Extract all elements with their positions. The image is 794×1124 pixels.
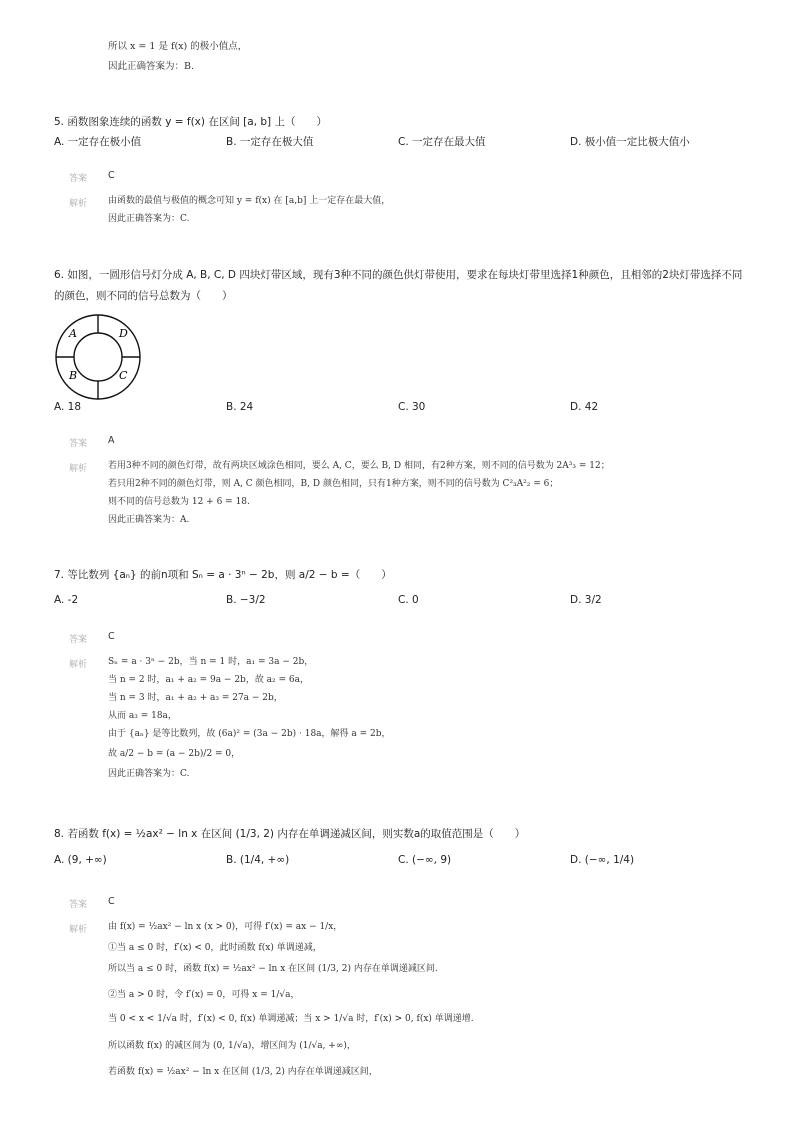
region-label-c: C bbox=[119, 369, 128, 382]
q8-analysis-line-5: 当 0 < x < 1/√a 时，f′(x) < 0, f(x) 单调递减；当 x > 1/√a 时，f′(x) > 0, f(x) 单调递增. bbox=[108, 1014, 474, 1024]
region-label-b: B bbox=[69, 369, 78, 382]
q5-option-d: D. 极小值一定比极大值小 bbox=[570, 136, 690, 148]
q6-option-b: B. 24 bbox=[226, 401, 254, 413]
q7-answer: C bbox=[108, 631, 115, 642]
q5-option-c: C. 一定存在最大值 bbox=[398, 136, 486, 148]
carryover-line-2: 因此正确答案为：B. bbox=[108, 61, 195, 72]
q6-analysis-line-3: 则不同的信号总数为 12 + 6 = 18. bbox=[108, 497, 250, 507]
carryover-line-1: 所以 x = 1 是 f(x) 的极小值点， bbox=[108, 41, 248, 52]
question-6-stem-line-1: 6. 如图，一圆形信号灯分成 A, B, C, D 四块灯带区域，现有3种不同的颜色供灯带使用，要求在每块灯带里选择1种颜色，且相邻的2块灯带选择不同 bbox=[54, 269, 743, 281]
q7-option-b: B. −3/2 bbox=[226, 594, 266, 606]
signal-light-figure bbox=[53, 312, 143, 402]
q8-option-a: A. (9, +∞) bbox=[54, 854, 107, 866]
q6-option-c: C. 30 bbox=[398, 401, 426, 413]
q7-option-c: C. 0 bbox=[398, 594, 419, 606]
q8-analysis-line-2: ①当 a ≤ 0 时，f′(x) < 0，此时函数 f(x) 单调递减， bbox=[108, 943, 322, 953]
q8-analysis-line-3: 所以当 a ≤ 0 时，函数 f(x) = ½ax² − ln x 在区间 (1/3, 2) 内存在单调递减区间. bbox=[108, 964, 438, 974]
region-label-a: A bbox=[69, 327, 77, 340]
q8-analysis-line-6: 所以函数 f(x) 的减区间为 (0, 1/√a)，增区间为 (1/√a, +∞)， bbox=[108, 1041, 356, 1051]
q6-analysis-label: 解析 bbox=[69, 464, 88, 474]
q8-option-b: B. (1/4, +∞) bbox=[226, 854, 290, 866]
q6-answer-label: 答案 bbox=[69, 439, 88, 449]
q7-analysis-line-1: Sₙ = a · 3ⁿ − 2b，当 n = 1 时，a₁ = 3a − 2b， bbox=[108, 657, 314, 667]
q7-analysis-line-2: 当 n = 2 时，a₁ + a₂ = 9a − 2b，故 a₂ = 6a， bbox=[108, 675, 310, 685]
question-8-stem: 8. 若函数 f(x) = ½ax² − ln x 在区间 (1/3, 2) 内存在单调递减区间，则实数a的取值范围是（ ） bbox=[54, 828, 526, 840]
q7-analysis-line-3: 当 n = 3 时，a₁ + a₂ + a₃ = 27a − 2b， bbox=[108, 693, 283, 703]
q7-analysis-label: 解析 bbox=[69, 660, 88, 670]
inner-circle bbox=[74, 333, 122, 381]
q6-option-d: D. 42 bbox=[570, 401, 599, 413]
q8-option-d: D. (−∞, 1/4) bbox=[570, 854, 635, 866]
region-label-d: D bbox=[119, 327, 128, 340]
q8-analysis-line-1: 由 f(x) = ½ax² − ln x (x > 0)，可得 f′(x) = ax − 1/x， bbox=[108, 922, 343, 932]
q7-option-d: D. 3/2 bbox=[570, 594, 602, 606]
question-6-stem-line-2: 的颜色，则不同的信号总数为（ ） bbox=[54, 290, 233, 302]
q7-analysis-line-5: 由于 {aₙ} 是等比数列，故 (6a)² = (3a − 2b) · 18a，解得 a = 2b， bbox=[108, 729, 391, 739]
question-7-stem: 7. 等比数列 {aₙ} 的前n项和 Sₙ = a · 3ⁿ − 2b，则 a/2 − b =（ ） bbox=[54, 569, 392, 581]
q5-analysis-line-2: 因此正确答案为：C. bbox=[108, 214, 190, 224]
q8-option-c: C. (−∞, 9) bbox=[398, 854, 452, 866]
q7-analysis-line-4: 从而 a₃ = 18a， bbox=[108, 711, 177, 721]
question-5-stem: 5. 函数图象连续的函数 y = f(x) 在区间 [a, b] 上（ ） bbox=[54, 116, 327, 128]
q6-option-a: A. 18 bbox=[54, 401, 82, 413]
q7-analysis-line-6: 故 a/2 − b = (a − 2b)/2 = 0， bbox=[108, 749, 241, 759]
q6-analysis-line-1: 若用3种不同的颜色灯带，故有两块区域涂色相同，要么 A, C，要么 B, D 相同，有2种方案，则不同的信号数为 2A³₃ = 12； bbox=[108, 461, 610, 471]
q8-answer-label: 答案 bbox=[69, 900, 88, 910]
q5-analysis-line-1: 由函数的最值与极值的概念可知 y = f(x) 在 [a,b] 上一定存在最大值， bbox=[108, 196, 391, 206]
q8-answer: C bbox=[108, 896, 115, 907]
q7-answer-label: 答案 bbox=[69, 635, 88, 645]
q8-analysis-line-7: 若函数 f(x) = ½ax² − ln x 在区间 (1/3, 2) 内存在单调递减区间， bbox=[108, 1067, 378, 1077]
q5-answer-label: 答案 bbox=[69, 174, 88, 184]
q5-answer: C bbox=[108, 170, 115, 181]
q6-analysis-line-4: 因此正确答案为：A. bbox=[108, 515, 190, 525]
q6-answer: A bbox=[108, 435, 115, 446]
q8-analysis-label: 解析 bbox=[69, 925, 88, 935]
q5-option-b: B. 一定存在极大值 bbox=[226, 136, 314, 148]
q7-option-a: A. -2 bbox=[54, 594, 79, 606]
q7-analysis-line-7: 因此正确答案为：C. bbox=[108, 769, 190, 779]
q8-analysis-line-4: ②当 a > 0 时，令 f′(x) = 0，可得 x = 1/√a， bbox=[108, 990, 300, 1000]
q5-option-a: A. 一定存在极小值 bbox=[54, 136, 142, 148]
q5-analysis-label: 解析 bbox=[69, 199, 88, 209]
q6-analysis-line-2: 若只用2种不同的颜色灯带，则 A, C 颜色相同，B, D 颜色相同，只有1种方案，则不同的信号数为 C²₃A²₂ = 6； bbox=[108, 479, 559, 489]
